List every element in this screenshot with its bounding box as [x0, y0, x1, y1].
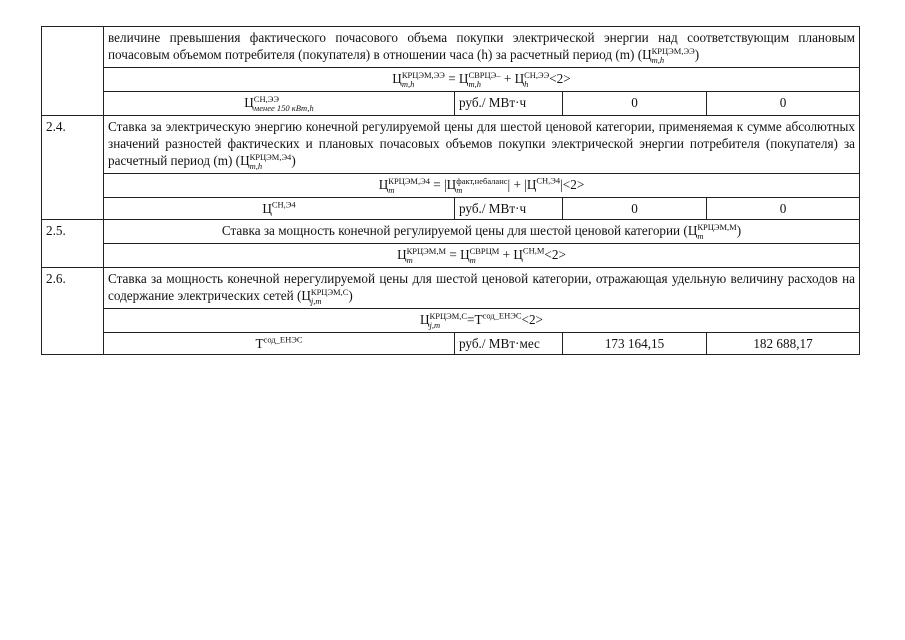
table-row: [42, 332, 860, 354]
formula: Ц КРЦЭМ,М m = Ц СВРЦМ m + $Ц^{СН,М}<2>$: [104, 243, 860, 267]
section-number: 2.5.: [42, 219, 104, 267]
formula: Ц КРЦЭМ,Э4 m = |Ц факт,небаланс m | + $|Ц^{СН,Э4}|<2>$: [104, 173, 860, 197]
value-cell: 0: [707, 197, 860, 219]
table-row: [42, 197, 860, 219]
formula-row: [42, 308, 860, 332]
row-description: Ставка за мощность конечной регулируемой цены для шестой ценовой категории (Ц КРЦЭМ,М m ): [104, 219, 860, 243]
value-cell: 0: [563, 91, 707, 115]
row-description: Ставка за электрическую энергию конечной регулируемой цены для шестой ценовой категории, применяемая к сумме абсолютных значений разностей фактических и плановых почасовых объемов покупки электрической энергии потребителя (покупателя) за расчетный период (m) (Ц КРЦЭМ,Э4 m,h ): [104, 115, 860, 173]
tariff-table: [41, 26, 860, 355]
table-row: [42, 91, 860, 115]
row-description: величине превышения фактического почасового объема покупки электрической энергии над соответствующим плановым почасовым объемом потребителя (покупателя) в отношении часа (h) за расчетный период (m) (Ц КРЦЭМ,ЭЭ m,h ): [104, 27, 860, 68]
value-cell: 0: [707, 91, 860, 115]
row-description: Ставка за мощность конечной нерегулируемой цены для шестой ценовой категории, отражающая удельную величину расходов на содержание электрических сетей (Ц КРЦЭМ,С j,m ): [104, 267, 860, 308]
formula-row: [42, 243, 860, 267]
number-cell: [42, 27, 104, 116]
unit-cell: руб./ МВт·ч: [455, 197, 563, 219]
formula-row: [42, 67, 860, 91]
label-cell: Ц СН,ЭЭ менее 150 кВт,h: [104, 91, 455, 115]
table-row: [42, 219, 860, 243]
formula: Ц КРЦЭМ,С j,m $=Т^{сод\_ЕНЭС}<2>$: [104, 308, 860, 332]
unit-cell: руб./ МВт·ч: [455, 91, 563, 115]
formula-row: [42, 173, 860, 197]
value-cell: 0: [563, 197, 707, 219]
label-cell: $Т^{сод\_ЕНЭС}$: [104, 332, 455, 354]
label-cell: $Ц^{СН,Э4}$: [104, 197, 455, 219]
value-cell: 173 164,15: [563, 332, 707, 354]
table-row: [42, 27, 860, 68]
unit-cell: руб./ МВт·мес: [455, 332, 563, 354]
section-number: 2.4.: [42, 115, 104, 219]
value-cell: 182 688,17: [707, 332, 860, 354]
section-number: 2.6.: [42, 267, 104, 354]
table-row: [42, 267, 860, 308]
table-row: [42, 115, 860, 173]
formula: Ц КРЦЭМ,ЭЭ m,h = Ц СВРЦЭ– m,h + Ц СН,ЭЭ h <2>: [104, 67, 860, 91]
